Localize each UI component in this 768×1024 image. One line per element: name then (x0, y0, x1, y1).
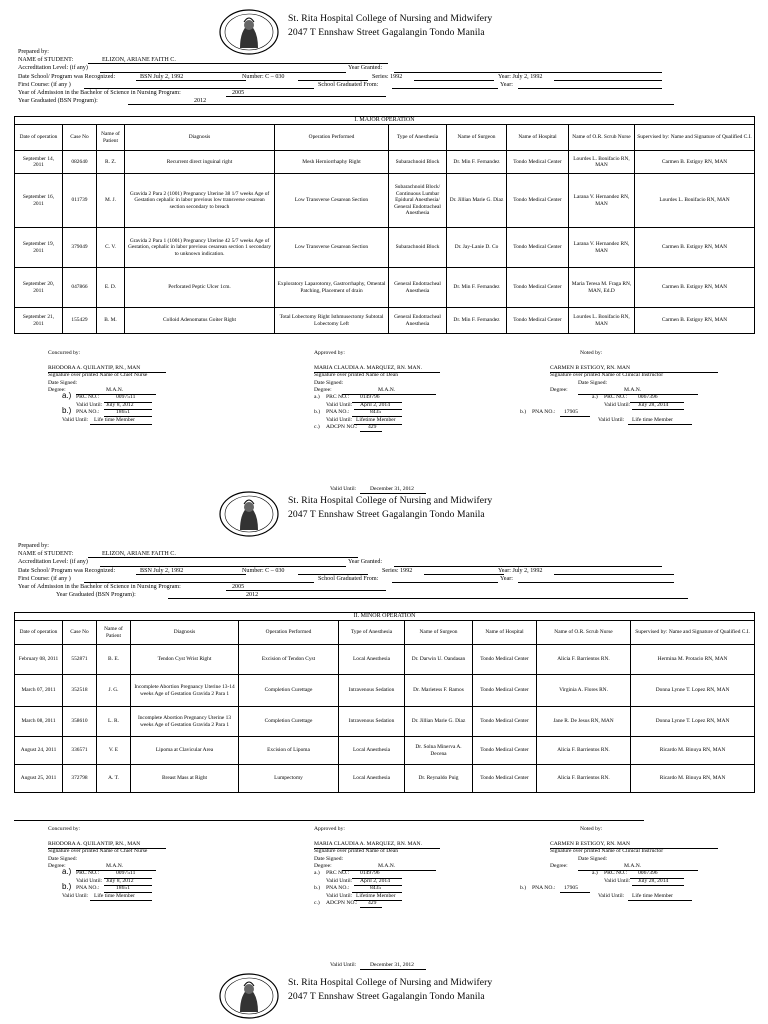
school-name: St. Rita Hospital College of Nursing and Midwifery (288, 13, 493, 24)
admission-value: 2005 (232, 89, 245, 96)
date-school-label: Date School/ Program was Recognized: (18, 73, 116, 80)
first-course-label: First Course: (if any ) (18, 81, 71, 88)
col-operation: Operation Performed (275, 125, 389, 151)
chief-nurse-name: RHODORA A. QUILANTIP, RN., MAN (48, 364, 141, 371)
approved-block: Approved by: MARIA CLAUDIA A. MARQUEZ, RN. MAN. Signature over printed Name of Dean Date Signed: Degree: M.A.N. a.) PRC NO.: 0149796 Valid Until: April 2, 2014 b.) PNA NO.: 8435 Valid Until: Lifetime Member c.) ADCPN NO.: 429 (314, 826, 534, 907)
year-label: Year: July 2, 1992 (498, 73, 543, 80)
accreditation-label: Accreditation Level: (if any) (18, 65, 88, 72)
table-row: September 16, 2011 011739 M. J. Gravida 2 Para 2 (1001) Pregnancy Uterine 38 1/7 weeks Age of Gestation cephalic in labor previous low transverse cesarean section secondary to breach Low Transverse Cesarean Section Subarachnoid Block/ Continuous Lumbar Epidural Anesthesia/ General Endotracheal Anesthesia Dr. Jillian Marie G. Diaz Tondo Medical Center Larana V. Hernandez RN, MAN Lourdes L. Bonifacio RN, MAN (15, 174, 755, 228)
table-row: September 14, 2011 082640 R. Z. Recurrent direct inguinal right Mesh Herniorrhaphy Right Subarachnoid Block Dr. Min F. Fernandez Tondo Medical Center Lourdes L. Bonifacio RN, MAN Carmen B. Estigoy RN, MAN (15, 151, 755, 174)
graduated-label: Year Graduated (BSN Program): (18, 98, 98, 105)
number-label: Number: C – 030 (242, 73, 285, 80)
concurred-block: Concurred by: RHODORA A. QUILANTIP, RN., MAN Signature over printed Name of Chief Nurse Date Signed: Degree: M.A.N. a.) PRC NO.: 0097511 Valid Until: July 8, 2012 b.) PNA NO.: 18651 Valid Until: Life time Member (48, 826, 288, 900)
divider (14, 820, 644, 821)
school-address: 2047 T Ennshaw Street Gagalangin Tondo Manila (288, 991, 485, 1002)
table-row: March 08, 2011 358610 L. R. Incomplete Abortion Pregnancy Uterine 13 weeks Age of Gestation Gravida 2 Para 1 Completion Curettage Intravenous Sedation Dr. Jillian Marie G. Diaz Tondo Medical Center Jane R. De Jesus RN, MAN Donna Lynne T. Lopez RN, MAN (15, 707, 755, 737)
valid-until-bottom: Valid Until: December 31, 2012 (330, 962, 490, 969)
school-header (218, 490, 558, 542)
instructor-name: CARMEN B ESTIGOY, RN. MAN (550, 364, 631, 371)
major-table-title: I. MAJOR OPERATION (15, 117, 755, 125)
col-diagnosis: Diagnosis (125, 125, 275, 151)
school-name: St. Rita Hospital College of Nursing and Midwifery (288, 495, 493, 506)
year-granted-label: Year Granted: (348, 65, 383, 72)
series-label: Series: 1992 (372, 73, 403, 80)
table-row: September 21, 2011 155429 B. M. Colloid Adenomatus Goiter Right Total Lobectomy Right Isthmusectomy Subtotal Lobectomy Left General Endotracheal Anesthesia Dr. Min F. Fernandez Tondo Medical Center Lourdes L. Bonifacio RN, MAN Carmen B. Estigoy RN, MAN (15, 308, 755, 334)
school-name: St. Rita Hospital College of Nursing and Midwifery (288, 977, 493, 988)
graduated-value: 2012 (194, 98, 207, 105)
table-row: August 25, 2011 372798 A. T. Breast Mass at Right Lumpectomy Local Anesthesia Dr. Reynaldo Puig Tondo Medical Center Alicia F. Barrientos RN. Ricardo M. Binuya RN, MAN (15, 765, 755, 793)
admission-label: Year of Admission in the Bachelor of Science in Nursing Program: (18, 89, 181, 96)
noted-block: Noted by: CARMEN B ESTIGOY, RN. MAN Signature over printed Name of Clinical Instructor Date Signed: Degree: M.A.N. a.) PRC NO.: 0067396 Valid Until: July 28, 2014 b.) PNA NO.: 17905 Valid Until: Life time Member (520, 826, 750, 900)
col-date: Date of operation (15, 125, 63, 151)
valid-until-bottom: Valid Until: December 31, 2012 (330, 486, 490, 493)
year-only-label: Year: (500, 81, 513, 88)
table-row: September 19, 2011 379049 C. V. Gravida 2 Para 1 (1001) Pregnancy Uterine 42 5/7 weeks Age of Gestation, cephalic in labor previous cesarean section 1 secondary to unknown indication. Low Transverse Cesarean Section Subarachnoid Block Dr. Jay-Lanie D. Co Tondo Medical Center Larana V. Hernandez RN, MAN Carmen B. Estigoy RN, MAN (15, 228, 755, 268)
concurred-block: Concurred by: RHODORA A. QUILANTIP, RN., MAN Signature over printed Name of Chief Nurse Date Signed: Degree: M.A.N. a.) PRC NO.: 0097511 Valid Until: July 8, 2012 b.) PNA NO.: 18651 Valid Until: Life time Member (48, 350, 288, 424)
minor-operation-table: II. MINOR OPERATION Date of operation Case No Name of Patient Diagnosis Operation Performed Type of Anesthesia Name of Surgeon Name of Hospital Name of O.R. Scrub Nurse Supervised by: Name and Signature of Qualified C.I. February 08, 2011 552871 B. E. Tendon Cyst Wrist Right Excision of Tendon Cyst Local Anesthesia Dr. Darwin U. Oandasan Tondo Medical Center Alicia F. Barrientos RN. Hermina M. Protacio RN, MAN March 07, 2011 352518 J. G. Incomplete Abortion Pregnancy Uterine 13-14 weeks Age of Gestation Gravida 2 Para 1 Completion Curettage Intravenous Sedation Dr. Marietess F. Ramos Tondo Medical Center Virginia A. Flores RN. Donna Lynne T. Lopez RN, MAN March 08, 2011 358610 L. R. Incomplete Abortion Pregnancy Uterine 13 weeks Age of Gestation Gravida 2 Para 1 Completion Curettage Intravenous Sedation Dr. Jillian Marie G. Diaz Tondo Medical Center Jane R. De Jesus RN, MAN Donna Lynne T. Lopez RN, MAN August 24, 2011 336571 V. E Lipoma at Clavicular Area Excision of Lipoma Local Anesthesia Dr. Solna Minerva A. Decena Tondo Medical Center Alicia F. Barrientos RN. Ricardo M. Binuya RN, MAN August 25, 2011 372798 A. T. Breast Mass at Right Lumpectomy Local Anesthesia Dr. Reynaldo Puig Tondo Medical Center Alicia F. Barrientos RN. Ricardo M. Binuya RN, MAN (14, 612, 755, 793)
col-hospital: Name of Hospital (507, 125, 569, 151)
school-seal-icon (218, 490, 280, 538)
col-supervisor: Supervised by: Name and Signature of Qualified C.I. (635, 125, 755, 151)
dean-name: MARIA CLAUDIA A. MARQUEZ, RN. MAN. (314, 364, 422, 371)
prepared-by-label: Prepared by: (18, 49, 49, 55)
col-surgeon: Name of Surgeon (447, 125, 507, 151)
student-name-value: ELIZON, ARIANE FAITH C. (102, 57, 176, 64)
major-operation-table (14, 116, 755, 334)
table-row: March 07, 2011 352518 J. G. Incomplete Abortion Pregnancy Uterine 13-14 weeks Age of Gestation Gravida 2 Para 1 Completion Curettage Intravenous Sedation Dr. Marietess F. Ramos Tondo Medical Center Virginia A. Flores RN. Donna Lynne T. Lopez RN, MAN (15, 675, 755, 707)
student-info: Prepared by: NAME of STUDENT: ELIZON, ARIANE FAITH C. Accreditation Level: (if any) Year Granted: Date School/ Program was Recognized: BSN July 2, 1992 Number: C – 030 Series: 1992 Year: July 2, 1992 First Course: (if any ) School Graduated From: Year: Year of Admission in the Bachelor of Science in Nursing Program: 2005 Year Graduated (BSN Program): 2012 (18, 542, 748, 599)
approved-block: Approved by: MARIA CLAUDIA A. MARQUEZ, RN. MAN. Signature over printed Name of Dean Date Signed: Degree: M.A.N. a.) PRC NO.: 0149796 Valid Until: April 2, 2014 b.) PNA NO.: 8435 Valid Until: Lifetime Member c.) ADCPN NO.: 429 (314, 350, 534, 431)
student-info (18, 48, 748, 105)
col-anesthesia: Type of Anesthesia (389, 125, 447, 151)
minor-table-title: II. MINOR OPERATION (15, 613, 755, 621)
date-school-value: BSN July 2, 1992 (140, 73, 184, 80)
table-row: September 20, 2011 047866 E. D. Perforated Peptic Ulcer 1cm. Exploratory Laparotomy, Gastrorrhaphy, Omental Patching, Placement of drain General Endotracheal Anesthesia Dr. Min F. Fernandez Tondo Medical Center Maria Teresa M. Fraga RN, MAN, Ed.D Carmen B. Estigoy RN, MAN (15, 268, 755, 308)
col-case: Case No (63, 125, 97, 151)
school-address: 2047 T Ennshaw Street Gagalangin Tondo Manila (288, 27, 485, 38)
student-name-label: NAME of STUDENT: (18, 57, 74, 64)
noted-block: Noted by: CARMEN B ESTIGOY, RN. MAN Signature over printed Name of Clinical Instructor Date Signed: Degree: M.A.N. a.) PRC NO.: 0067396 Valid Until: July 28, 2014 b.) PNA NO.: 17905 Valid Until: Life time Member (520, 350, 750, 424)
table-row: February 08, 2011 552871 B. E. Tendon Cyst Wrist Right Excision of Tendon Cyst Local Anesthesia Dr. Darwin U. Oandasan Tondo Medical Center Alicia F. Barrientos RN. Hermina M. Protacio RN, MAN (15, 645, 755, 675)
school-header (218, 972, 558, 1024)
school-address: 2047 T Ennshaw Street Gagalangin Tondo Manila (288, 509, 485, 520)
col-patient: Name of Patient (97, 125, 125, 151)
col-scrub-nurse: Name of O.R. Scrub Nurse (569, 125, 635, 151)
school-graduated-label: School Graduated From: (318, 81, 379, 88)
table-row: August 24, 2011 336571 V. E Lipoma at Clavicular Area Excision of Lipoma Local Anesthesia Dr. Solna Minerva A. Decena Tondo Medical Center Alicia F. Barrientos RN. Ricardo M. Binuya RN, MAN (15, 737, 755, 765)
school-seal-icon (218, 972, 280, 1020)
